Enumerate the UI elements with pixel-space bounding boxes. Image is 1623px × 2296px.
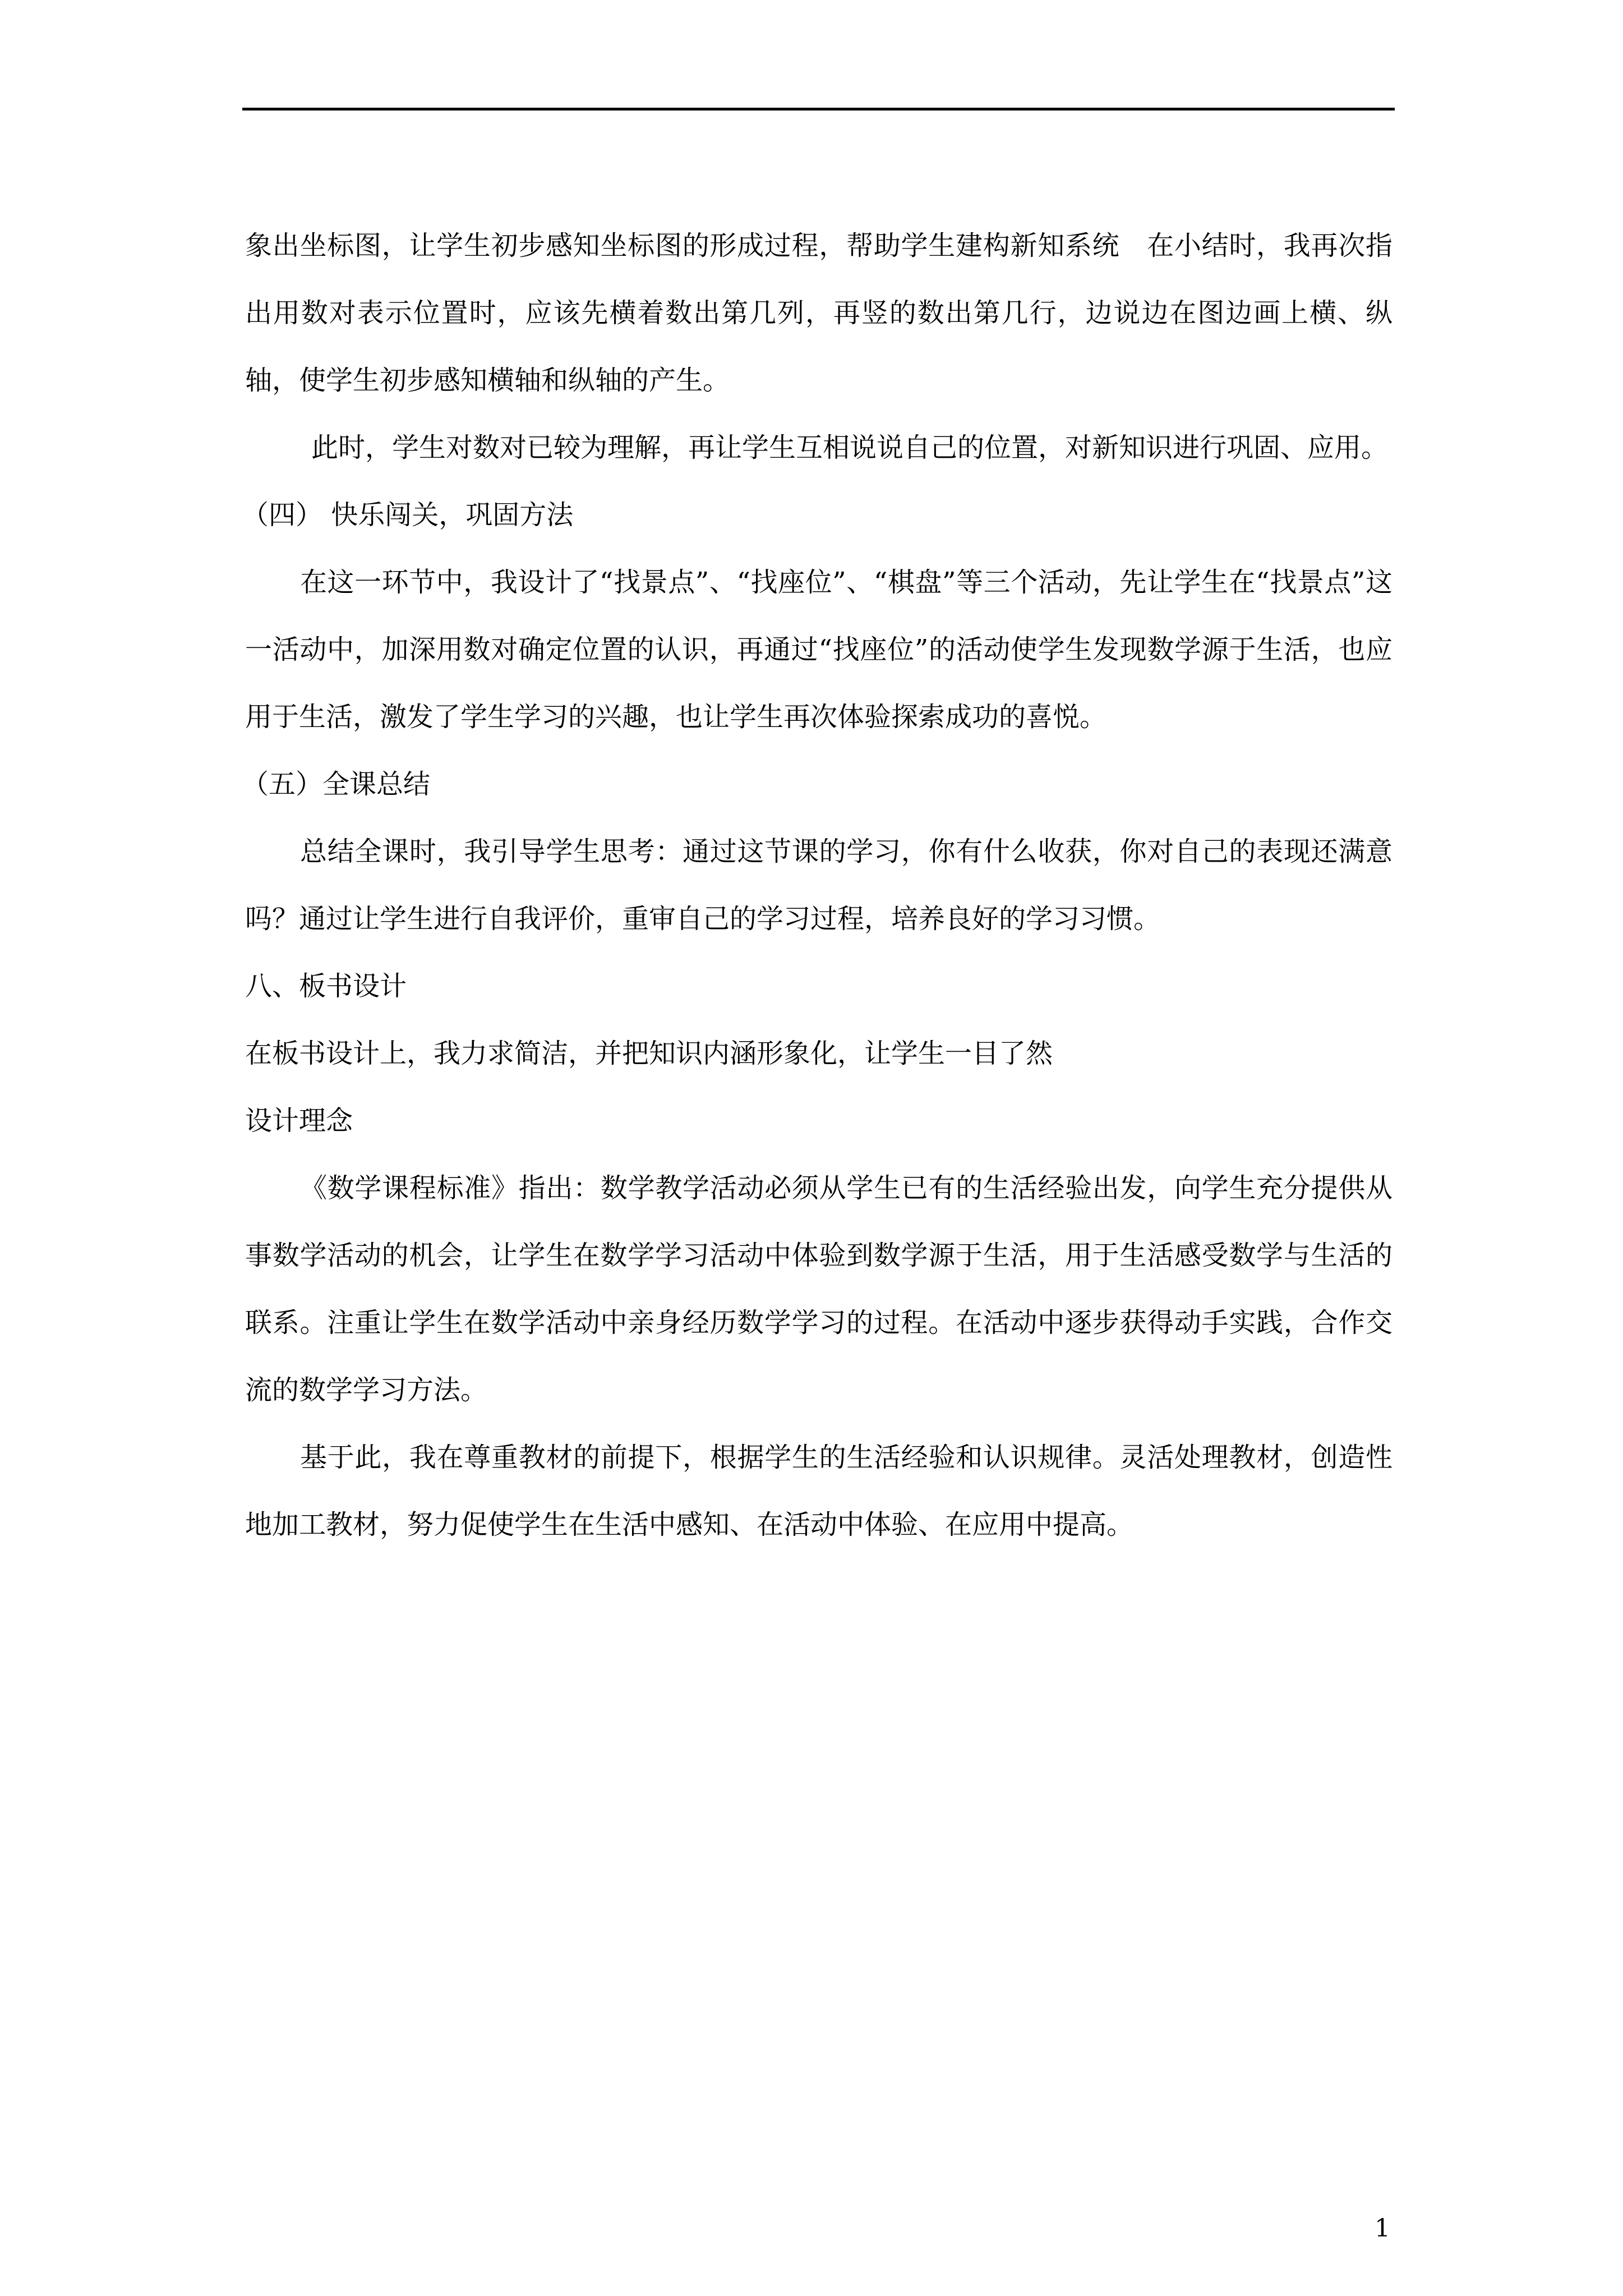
section-heading-four: （四） 快乐闯关，巩固方法 <box>242 499 574 531</box>
paragraph-board-design: 在板书设计上，我力求简洁，并把知识内涵形象化，让学生一目了然 <box>245 1038 1053 1069</box>
paragraph-consolidation: 此时，学生对数对已较为理解，再让学生互相说说自己的位置，对新知识进行巩固、应用。 <box>311 432 1389 463</box>
header-rule <box>242 108 1395 111</box>
paragraph-summary: 总结全课时，我引导学生思考：通过这节课的学习，你有什么收获，你对自己的表现还满意吗？通过让学生进行自我评价，重审自己的学习过程，培养良好的学习习惯。 <box>245 836 1393 935</box>
paragraph-coordinate-summary: 象出坐标图，让学生初步感知坐标图的形成过程，帮助学生建构新知系统 在小结时，我再次指出用数对表示位置时，应该先横着数出第几列，再竖的数出第几行，边说边在图边画上横、纵轴，使学生初步感知横轴和纵轴的产生。 <box>245 230 1393 396</box>
section-heading-eight: 八、板书设计 <box>245 970 407 1002</box>
section-heading-five: （五）全课总结 <box>242 769 431 800</box>
paragraph-curriculum-standard: 《数学课程标准》指出：数学教学活动必须从学生已有的生活经验出发，向学生充分提供从事数学活动的机会，让学生在数学学习活动中体验到数学源于生活，用于生活感受数学与生活的联系。注重让学生在数学活动中亲身经历数学学习的过程。在活动中逐步获得动手实践，合作交流的数学学习方法。 <box>245 1172 1393 1406</box>
page-number: 1 <box>1375 2214 1390 2243</box>
section-heading-design-concept: 设计理念 <box>245 1105 353 1137</box>
document-body <box>242 212 1393 1558</box>
paragraph-teaching-approach: 基于此，我在尊重教材的前提下，根据学生的生活经验和认识规律。灵活处理教材，创造性地加工教材，努力促使学生在生活中感知、在活动中体验、在应用中提高。 <box>245 1442 1393 1540</box>
paragraph-activities: 在这一环节中，我设计了“找景点”、“找座位”、“棋盘”等三个活动，先让学生在“找景点”这一活动中，加深用数对确定位置的认识，再通过“找座位”的活动使学生发现数学源于生活，也应用于生活，激发了学生学习的兴趣，也让学生再次体验探索成功的喜悦。 <box>245 567 1393 733</box>
